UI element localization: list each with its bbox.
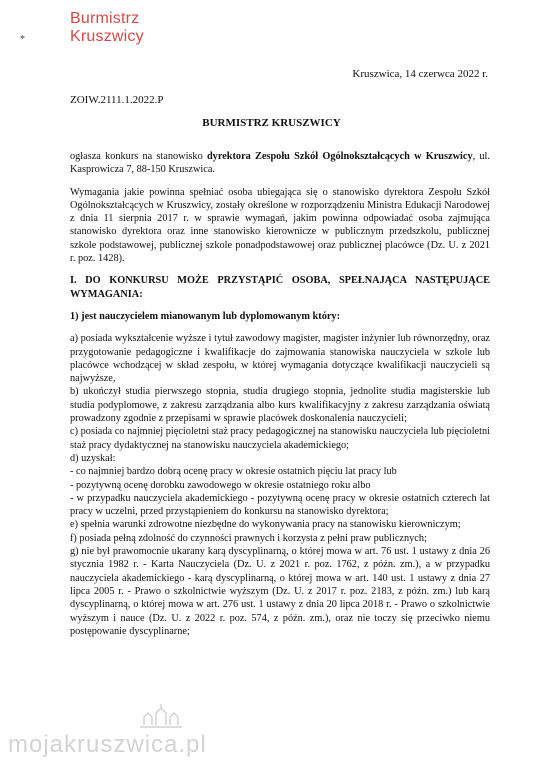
announcement-paragraph xyxy=(70,150,490,177)
announcement-address: , ul. Kasprowicza 7, 88-150 Kruszwica. xyxy=(70,151,490,176)
list-item: b) ukończył studia pierwszego stopnia, studia drugiego stopnia, jednolite studia magisterskie lub studia podyplomowe, z zakresu zarządzania albo kurs kwalifikacyjny z zakresu zarządzania oświatą prowadzony zgodnie z przepisami w sprawie placówek doskonalenia nauczycieli; xyxy=(70,386,490,425)
requirements-paragraph: Wymagania jakie powinna spełniać osoba ubiegająca się o stanowisko dyrektora Zespołu Szkół Ogólnokształcących w Kruszwicy, zostały określone w rozporządzeniu Ministra Edukacji Narodowej z dnia 11 sierpnia 2017 r. w sprawie wymagań, jakim powinna odpowiadać osoba zajmująca stanowisko dyrektora oraz inne stanowisko kierownicze w publicznym przedszkolu, publicznej szkole podstawowej, publicznej szkole ponadpodstawowej oraz publicznej placówce (Dz. U. z 2021 r. poz. 1428). xyxy=(70,186,490,265)
list-item: g) nie był prawomocnie ukarany karą dyscyplinarną, o której mowa w art. 76 ust. 1 ustawy z dnia 26 stycznia 1982 r. - Karta Nauczyciela (Dz. U. z 2021 r. poz. 1762, z późn. zm.), a w przypadku nauczyciela akademickiego - karą dyscyplinarną, o której mowa w art. 140 ust. 1 ustawy z dnia 27 lipca 2005 r. - Prawo o szkolnictwie wyższym (Dz. U. z 2017 r. poz. 2183, z późn. zm.) lub karą dyscyplinarną, o której mowa w art. 276 ust. 1 ustawy z dnia 20 lipca 2018 r. - Prawo o szkolnictwie wyższym i nauce (Dz. U. z 2022 r. poz. 574, z późn. zm.), oraz nie toczy się przeciwko niemu postępowanie dyscyplinarne; xyxy=(70,546,490,637)
logo-line-2: Kruszwicy xyxy=(70,28,144,45)
list-item: d) uzyskał: xyxy=(70,452,116,464)
document-body xyxy=(70,150,490,638)
announcement-position: dyrektora Zespołu Szkół Ogólnokształcących w Kruszwicy xyxy=(206,151,473,162)
coat-of-arms-icon xyxy=(136,703,186,731)
site-watermark xyxy=(8,703,528,763)
list-item: e) spełnia warunki zdrowotne niezbędne do wykonywania pracy na stanowisku kierowniczym; xyxy=(70,519,461,531)
subsection-heading-1: 1) jest nauczycielem mianowanym lub dyplomowanym który: xyxy=(70,310,340,322)
burmistrz-logo xyxy=(70,10,144,46)
corner-mark: * xyxy=(20,34,25,45)
list-item: a) posiada wykształcenie wyższe i tytuł zawodowy magister, magister inżynier lub równorzędny, oraz przygotowanie pedagogiczne i kwalifikacje do zajmowania stanowiska nauczyciela w szkole lub placówce wchodzącej w skład zespołu, w której wymagania dotyczące kwalifikacji nauczycieli są najwyższe, xyxy=(70,333,490,385)
section-heading-1: I. DO KONKURSU MOŻE PRZYSTĄPIĆ OSOBA, SPEŁNAJĄCA NASTĘPUJĄCE WYMAGANIA: xyxy=(70,275,490,300)
reference-number: ZOIW.2111.1.2022.P xyxy=(70,94,164,106)
watermark-text: mojakruszwica.pl xyxy=(8,731,207,758)
logo-line-1: Burmistrz xyxy=(70,10,140,27)
requirements-list xyxy=(70,332,490,638)
list-item: f) posiada pełną zdolność do czynności prawnych i korzysta z pełni praw publicznych; xyxy=(70,532,427,544)
list-item: - pozytywną ocenę dorobku zawodowego w okresie ostatniego roku albo xyxy=(70,479,371,491)
list-item: - co najmniej bardzo dobrą ocenę pracy w okresie ostatnich pięciu lat pracy lub xyxy=(70,466,397,478)
list-item: c) posiada co najmniej pięcioletni staż pracy pedagogicznej na stanowisku nauczyciela lub pięcioletni staż pracy dydaktycznej na stanowisku nauczyciela akademickiego; xyxy=(70,426,490,451)
document-heading: BURMISTRZ KRUSZWICY xyxy=(202,117,341,129)
announcement-pre: ogłasza konkurs na stanowisko xyxy=(70,151,207,162)
document-date: Kruszwica, 14 czerwca 2022 r. xyxy=(352,68,488,80)
list-item: - w przypadku nauczyciela akademickiego - pozytywną ocenę pracy w okresie ostatnich czterech lat pracy w uczelni, przed przystąpieniem do konkursu na stanowisko dyrektora; xyxy=(70,492,490,518)
